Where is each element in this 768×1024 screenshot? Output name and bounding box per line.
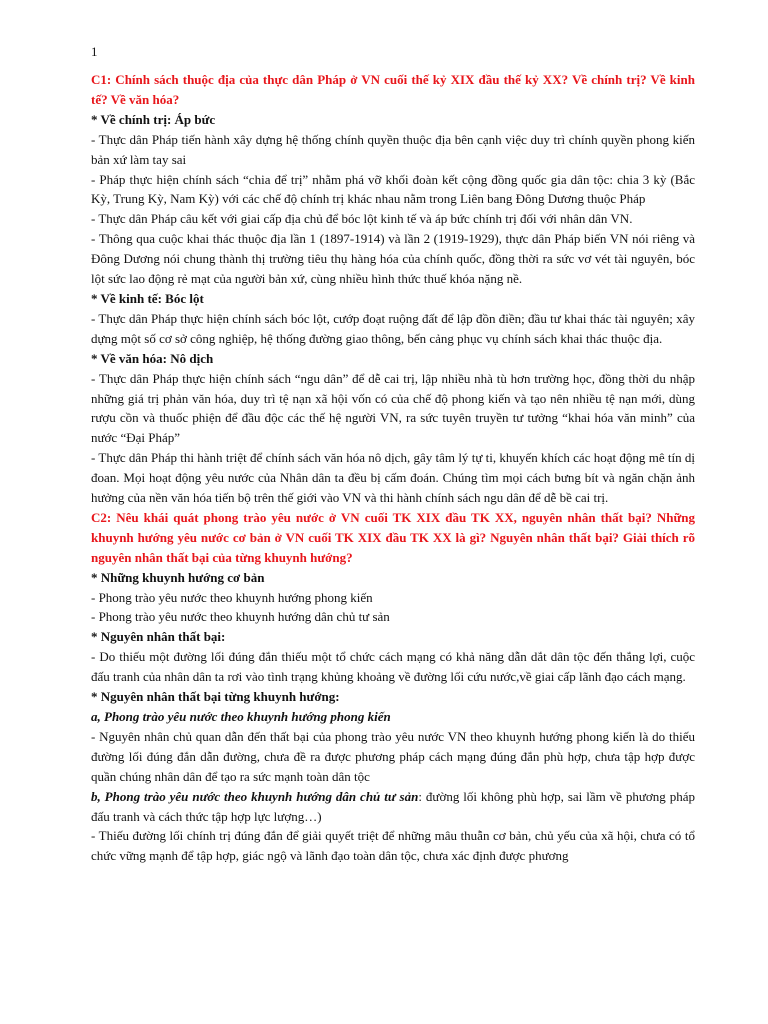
question-1-title: C1: Chính sách thuộc địa của thực dân Pháp ở VN cuối thế kỷ XIX đầu thế kỷ XX? Về chính trị? Về kinh tế? Về văn hóa? [91,72,695,107]
economy-paragraph: - Thực dân Pháp thực hiện chính sách bóc lột, cướp đoạt ruộng đất để lập đồn điền; đầu tư khai thác tài nguyên; xây dựng một số cơ sở công nghiệp, hệ thống đường giao thông, bến cảng phục vụ chính sách khai thác thuộc địa. [91,310,695,346]
trends-item: - Phong trào yêu nước theo khuynh hướng phong kiến [91,589,373,605]
causes-paragraph: - Do thiếu một đường lối đúng đắn thiếu một tổ chức cách mạng có khả năng dẫn dắt dân tộc đến thắng lợi, cuộc đấu tranh của nhân dân ta rơi vào tình trạng khủng khoảng về đường lối cứu nước,về giai cấp lãnh đạo cách mạng. [91,649,695,685]
economy-heading: * Về kinh tế: Bóc lột [91,290,204,306]
politics-paragraph: - Pháp thực hiện chính sách “chia để trị” nhằm phá vỡ khối đoàn kết cộng đồng quốc gia dân tộc: chia 3 kỳ (Bắc Kỳ, Trung Kỳ, Nam Kỳ) với các chế độ chính trị khác nhau nằm trong Liên bang Đông Dương thuộc Pháp [91,171,695,207]
culture-heading: * Về văn hóa: Nô dịch [91,350,214,366]
politics-paragraph: - Thực dân Pháp câu kết với giai cấp địa chủ để bóc lột kinh tế và áp bức chính trị đối với nhân dân VN. [91,211,633,227]
culture-paragraph: - Thực dân Pháp thi hành triệt để chính sách văn hóa nô dịch, gây tâm lý tự ti, khuyến khích các hoạt động mê tín dị đoan. Mọi hoạt động yêu nước của Nhân dân ta đều bị cấm đoán. Chúng tìm mọi cách bưng bít và ngăn chặn ảnh hưởng của nền văn hóa tiến bộ trên thế giới vào VN và thi hành chính sách ngu dân để dễ bề cai trị. [91,450,695,506]
bourgeois-trend-paragraph-intro [91,787,695,827]
trends-item: - Phong trào yêu nước theo khuynh hướng dân chủ tư sản [91,609,390,625]
trends-heading: * Những khuynh hướng cơ bản [91,569,265,585]
document-body [91,70,695,866]
culture-paragraph: - Thực dân Pháp thực hiện chính sách “ngu dân” để dễ cai trị, lập nhiều nhà tù hơn trường học, đồng thời du nhập những giá trị phản văn hóa, duy trì tệ nạn xã hội vốn có của chế độ phong kiến và tạo nên nhiều tệ nạn mới, dùng rượu cồn và thuốc phiện để đầu độc các thế hệ người VN, ra sức tuyên truyền tư tưởng “khai hóa văn minh” của nước “Đại Pháp” [91,370,695,446]
politics-paragraph: - Thông qua cuộc khai thác thuộc địa lần 1 (1897-1914) và lần 2 (1919-1929), thực dân Pháp biến VN nói riêng và Đông Dương nói chung thành thị trường tiêu thụ hàng hóa của chính quốc, đồng thời ra sức vơ vét tài nguyên, bóc lột sức lao động rẻ mạt của người bản xứ, cùng nhiều hình thức thuế khóa nặng nề. [91,231,695,287]
bourgeois-trend-summary: : đường lối không phù hợp, sai lầm về phương pháp đấu tranh và cách thức tập hợp lực lượng…) [91,788,695,824]
page-number: 1 [91,44,98,59]
bourgeois-trend-paragraph: - Thiếu đường lối chính trị đúng đắn để giải quyết triệt để những mâu thuẫn cơ bản, chủ yếu của xã hội, chưa có tổ chức vững mạnh để tập hợp, giác ngộ và lãnh đạo toàn dân tộc, chưa xác định được phương [91,828,695,864]
causes-each-heading: * Nguyên nhân thất bại từng khuynh hướng: [91,689,340,705]
bourgeois-trend-subheading: b, Phong trào yêu nước theo khuynh hướng dân chủ tư sản [91,788,419,804]
question-2-title: C2: Nêu khái quát phong trào yêu nước ở VN cuối TK XIX đầu TK XX, nguyên nhân thất bại? Những khuynh hướng yêu nước cơ bản ở VN cuối TK XIX đầu TK XX là gì? Nguyên nhân thất bại? Giải thích rõ nguyên nhân thất bại của từng khuynh hướng? [91,509,695,565]
feudal-trend-subheading: a, Phong trào yêu nước theo khuynh hướng phong kiến [91,709,391,724]
causes-heading: * Nguyên nhân thất bại: [91,629,226,645]
politics-heading: * Về chính trị: Áp bức [91,111,216,127]
politics-paragraph: - Thực dân Pháp tiến hành xây dựng hệ thống chính quyền thuộc địa bên cạnh việc duy trì chính quyền phong kiến bản xứ làm tay sai [91,131,695,167]
feudal-trend-paragraph: - Nguyên nhân chủ quan dẫn đến thất bại của phong trào yêu nước VN theo khuynh hướng phong kiến là do thiếu đường lối đúng đắn dẫn đường, chưa đề ra được phương pháp cách mạng đúng đắn phù hợp, chưa tập hợp được quần chúng nhân dân để tạo ra sức mạnh toàn dân tộc [91,728,695,784]
